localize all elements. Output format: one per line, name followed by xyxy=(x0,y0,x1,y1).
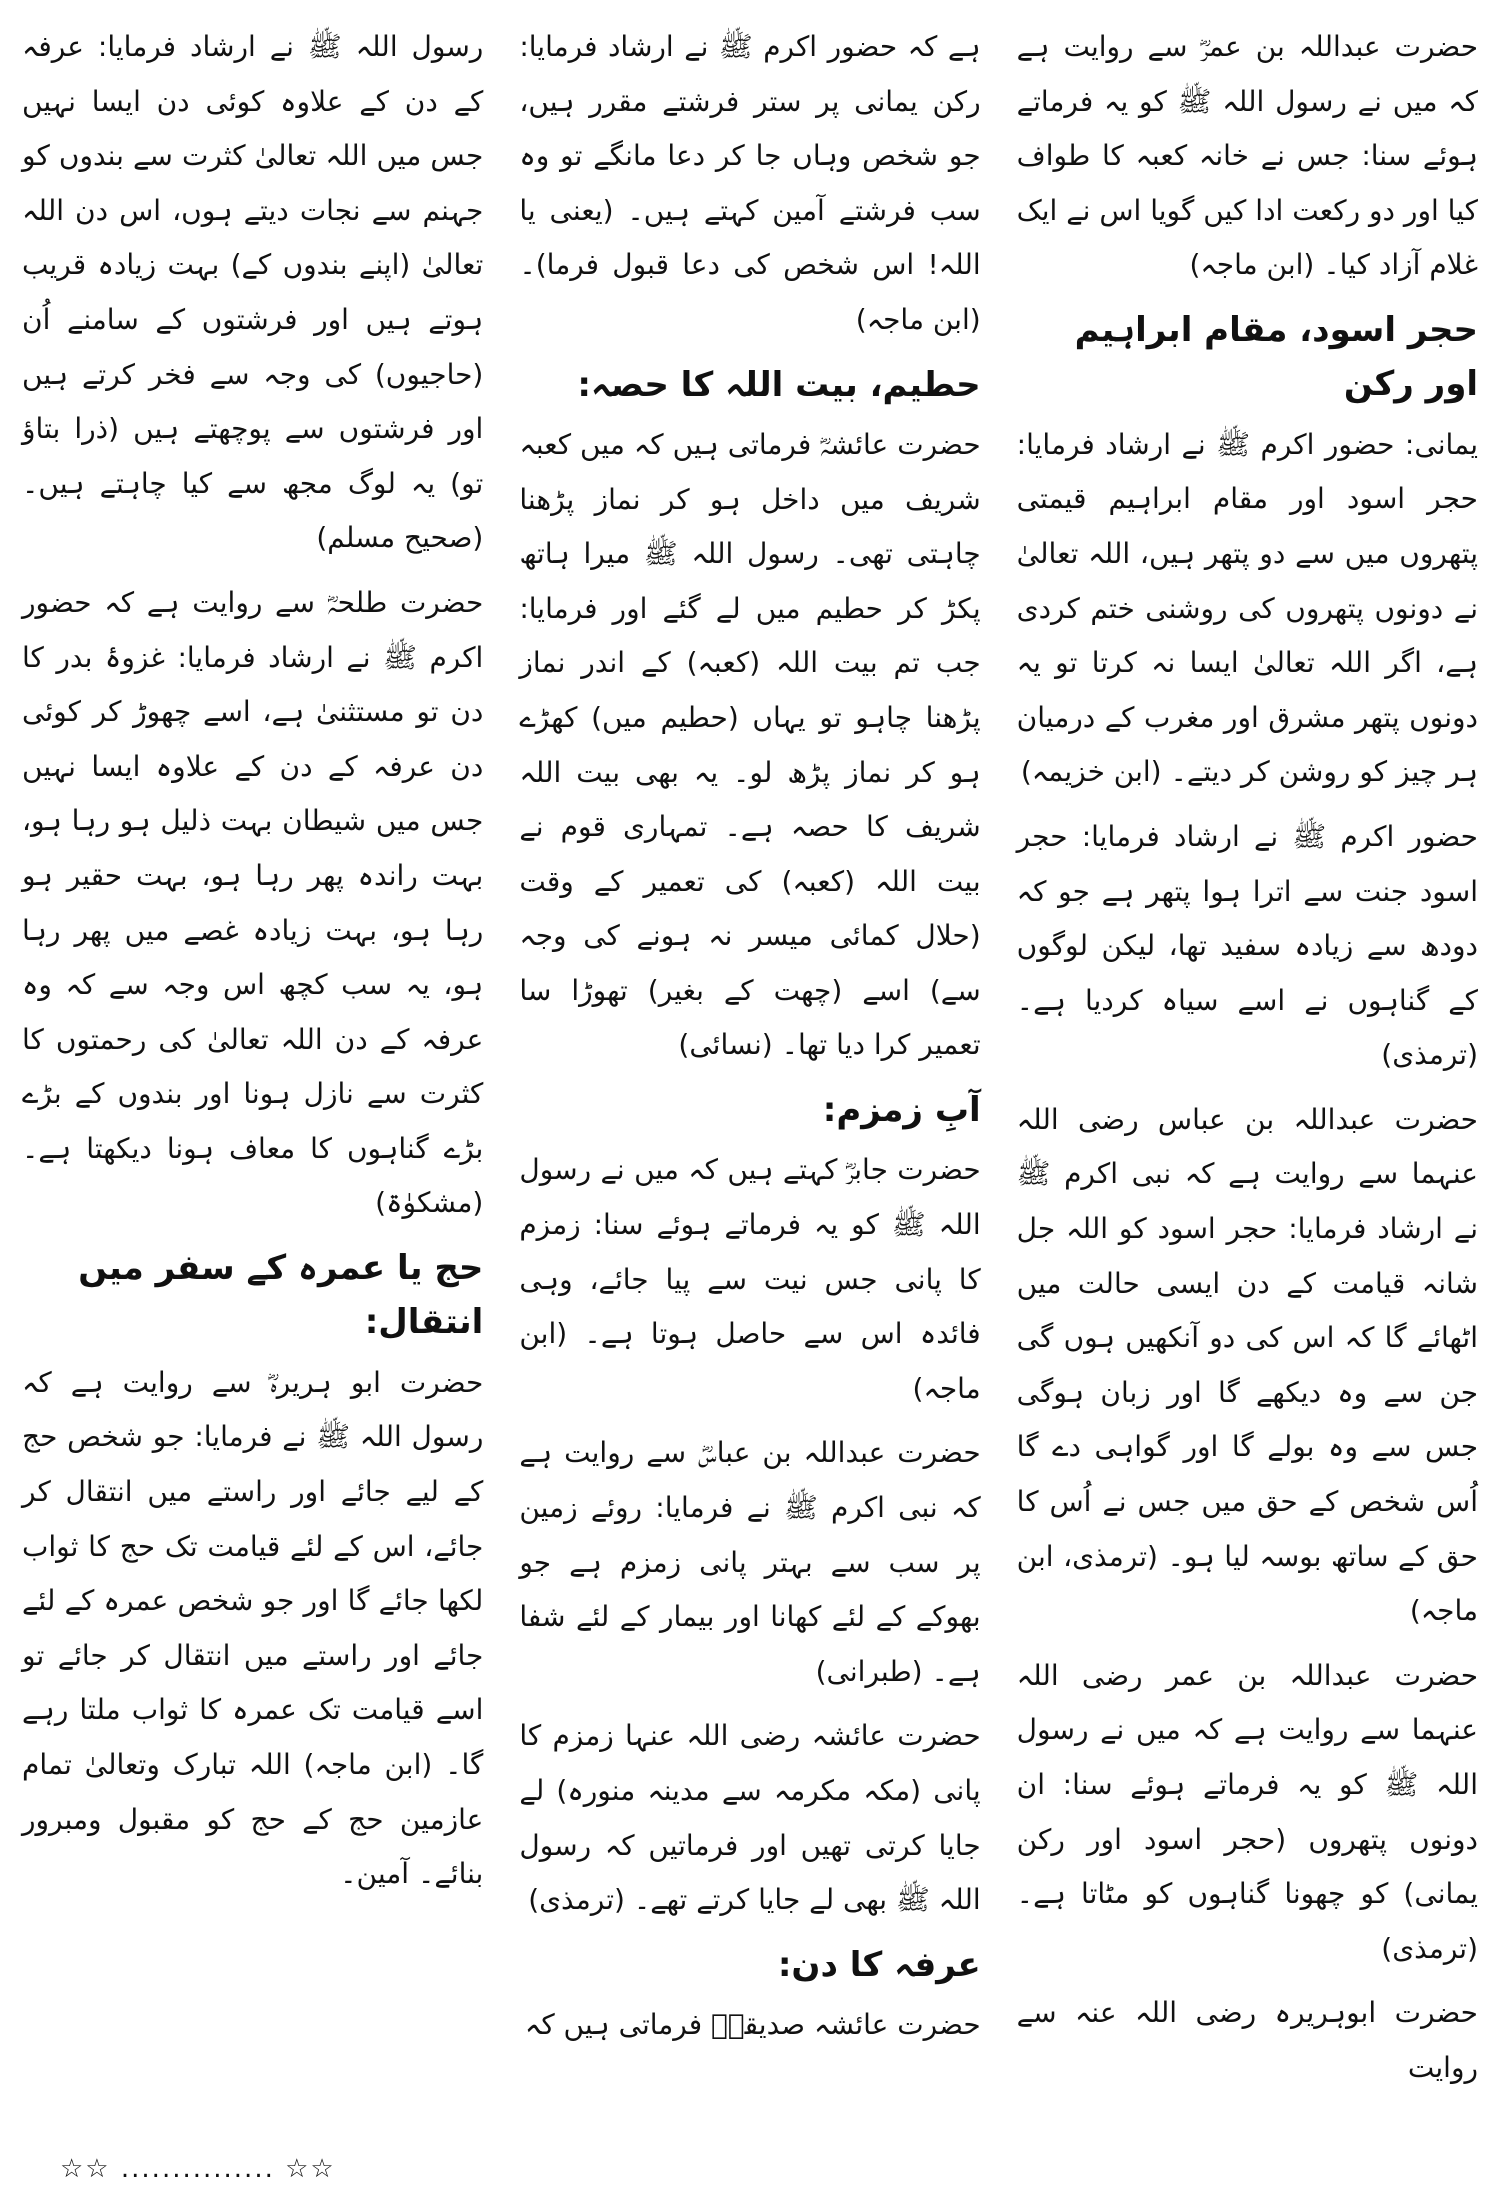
section-heading: حج یا عمرہ کے سفر میں انتقال: xyxy=(78,1248,484,1343)
paragraph: حضرت عائشہؓ فرماتی ہیں کہ میں کعبہ شریف میں داخل ہو کر نماز پڑھنا چاہتی تھی۔ رسول اللہ ﷺ میرا ہاتھ پکڑ کر حطیم میں لے گئے اور فرمایا: جب تم بیت اللہ (کعبہ) کے اندر نماز پڑھنا چاہو تو یہاں (حطیم میں) کھڑے ہو کر نماز پڑھ لو۔ یہ بھی بیت اللہ شریف کا حصہ ہے۔ تمہاری قوم نے بیت اللہ (کعبہ) کی تعمیر کے وقت (حلال کمائی میسر نہ ہونے کی وجہ سے) اسے (چھت کے بغیر) تھوڑا سا تعمیر کرا دیا تھا۔ (نسائی) xyxy=(519,427,981,1062)
section-heading: حطیم، بیت اللہ کا حصہ: xyxy=(577,364,981,405)
section-heading: حجر اسود، مقام ابراہیم اور رکن xyxy=(1074,309,1478,405)
text-column-right xyxy=(1017,20,1478,2200)
paragraph: حضرت عبداللہ بن عباس رضی اللہ عنہما سے روایت ہے کہ نبی اکرم ﷺ نے ارشاد فرمایا: حجر اسود کو اللہ جل شانہ قیامت کے دن ایسی حالت میں اٹھائے گا کہ اس کی دو آنکھیں ہوں گی جن سے وہ دیکھے گا اور زبان ہوگی جس سے وہ بولے گا اور گواہی دے گا اُس شخص کے حق میں جس نے اُس کا حق کے ساتھ بوسہ لیا ہو۔ (ترمذی، ابن ماجہ) xyxy=(1016,1102,1478,1628)
paragraph: حضرت جابرؓ کہتے ہیں کہ میں نے رسول اللہ ﷺ کو یہ فرماتے ہوئے سنا: زمزم کا پانی جس نیت سے پیا جائے، وہی فائدہ اس سے حاصل ہوتا ہے۔ (ابن ماجہ) xyxy=(519,1153,981,1405)
section-heading: عرفہ کا دن: xyxy=(777,1944,981,1985)
paragraph: یمانی: حضور اکرم ﷺ نے ارشاد فرمایا: حجر اسود اور مقام ابراہیم قیمتی پتھروں میں سے دو پتھر ہیں، اللہ تعالیٰ نے دونوں پتھروں کی روشنی ختم کردی ہے، اگر اللہ تعالیٰ ایسا نہ کرتا تو یہ دونوں پتھر مشرق اور مغرب کے درمیان ہر چیز کو روشن کر دیتے۔ (ابن خزیمہ) xyxy=(1016,427,1478,789)
paragraph: ہے کہ حضور اکرم ﷺ نے ارشاد فرمایا: رکن یمانی پر ستر فرشتے مقرر ہیں، جو شخص وہاں جا کر دعا مانگے تو وہ سب فرشتے آمین کہتے ہیں۔ (یعنی یا اللہ! اس شخص کی دعا قبول فرما)۔ (ابن ماجہ) xyxy=(519,30,981,336)
paragraph: حضرت عبداللہ بن عباسؓ سے روایت ہے کہ نبی اکرم ﷺ نے فرمایا: روئے زمین پر سب سے بہتر پانی زمزم ہے جو بھوکے کے لئے کھانا اور بیمار کے لئے شفا ہے۔ (طبرانی) xyxy=(519,1436,981,1688)
end-ornament: ☆☆ ............... ☆☆ xyxy=(60,2154,336,2184)
text-column-left xyxy=(22,20,483,2200)
paragraph: حضرت عائشہ رضی اللہ عنہا زمزم کا پانی (مکہ مکرمہ سے مدینہ منورہ) لے جایا کرتی تھیں اور فرماتیں کہ رسول اللہ ﷺ بھی لے جایا کرتے تھے۔ (ترمذی) xyxy=(519,1719,981,1917)
paragraph: حضرت عبداللہ بن عمرؓ سے روایت ہے کہ میں نے رسول اللہ ﷺ کو یہ فرماتے ہوئے سنا: جس نے خانہ کعبہ کا طواف کیا اور دو رکعت ادا کیں گویا اس نے ایک غلام آزاد کیا۔ (ابن ماجہ) xyxy=(1016,30,1478,282)
paragraph: حضرت ابوہریرہ رضی اللہ عنہ سے روایت xyxy=(1016,1996,1478,2084)
paragraph: حضرت عبداللہ بن عمر رضی اللہ عنہما سے روایت ہے کہ میں نے رسول اللہ ﷺ کو یہ فرماتے ہوئے سنا: ان دونوں پتھروں (حجر اسود اور رکن یمانی) کو چھونا گناہوں کو مٹاتا ہے۔ (ترمذی) xyxy=(1016,1658,1478,1965)
paragraph: حضرت طلحہؓ سے روایت ہے کہ حضور اکرم ﷺ نے ارشاد فرمایا: غزوۂ بدر کا دن تو مستثنیٰ ہے، اسے چھوڑ کر کوئی دن عرفہ کے دن کے علاوہ ایسا نہیں جس میں شیطان بہت ذلیل ہو رہا ہو، بہت راندہ پھر رہا ہو، بہت حقیر ہو رہا ہو، بہت زیادہ غصے میں پھر رہا ہو، یہ سب کچھ اس وجہ سے کہ وہ عرفہ کے دن اللہ تعالیٰ کی رحمتوں کا کثرت سے نازل ہونا اور بندوں کے بڑے بڑے گناہوں کا معاف ہونا دیکھتا ہے۔ (مشکوٰۃ) xyxy=(22,585,484,1220)
paragraph: حضرت ابو ہریرہؓ سے روایت ہے کہ رسول اللہ ﷺ نے فرمایا: جو شخص حج کے لیے جائے اور راستے میں انتقال کر جائے، اس کے لئے قیامت تک حج کا ثواب لکھا جائے گا اور جو شخص عمرہ کے لئے جائے اور راستے میں انتقال کر جائے تو اسے قیامت تک عمرہ کا ثواب ملتا رہے گا۔ (ابن ماجہ) اللہ تبارک وتعالیٰ تمام عازمین حج کے حج کو مقبول ومبرور بنائے۔ آمین۔ xyxy=(22,1365,484,1891)
text-column-middle xyxy=(519,20,980,2200)
paragraph: رسول اللہ ﷺ نے ارشاد فرمایا: عرفہ کے دن کے علاوہ کوئی دن ایسا نہیں جس میں اللہ تعالیٰ کثرت سے بندوں کو جہنم سے نجات دیتے ہوں، اس دن اللہ تعالیٰ (اپنے بندوں کے) بہت زیادہ قریب ہوتے ہیں اور فرشتوں کے سامنے اُن (حاجیوں) کی وجہ سے فخر کرتے ہیں اور فرشتوں سے پوچھتے ہیں (ذرا بتاؤ تو) یہ لوگ مجھ سے کیا چاہتے ہیں۔ (صحیح مسلم) xyxy=(22,30,484,555)
section-heading: آبِ زمزم: xyxy=(822,1090,981,1131)
paragraph: حضرت عائشہ صدیقہؓ فرماتی ہیں کہ xyxy=(524,2008,981,2042)
paragraph: حضور اکرم ﷺ نے ارشاد فرمایا: حجر اسود جنت سے اترا ہوا پتھر ہے جو کہ دودھ سے زیادہ سفید تھا، لیکن لوگوں کے گناہوں نے اسے سیاہ کردیا ہے۔ (ترمذی) xyxy=(1016,819,1478,1072)
